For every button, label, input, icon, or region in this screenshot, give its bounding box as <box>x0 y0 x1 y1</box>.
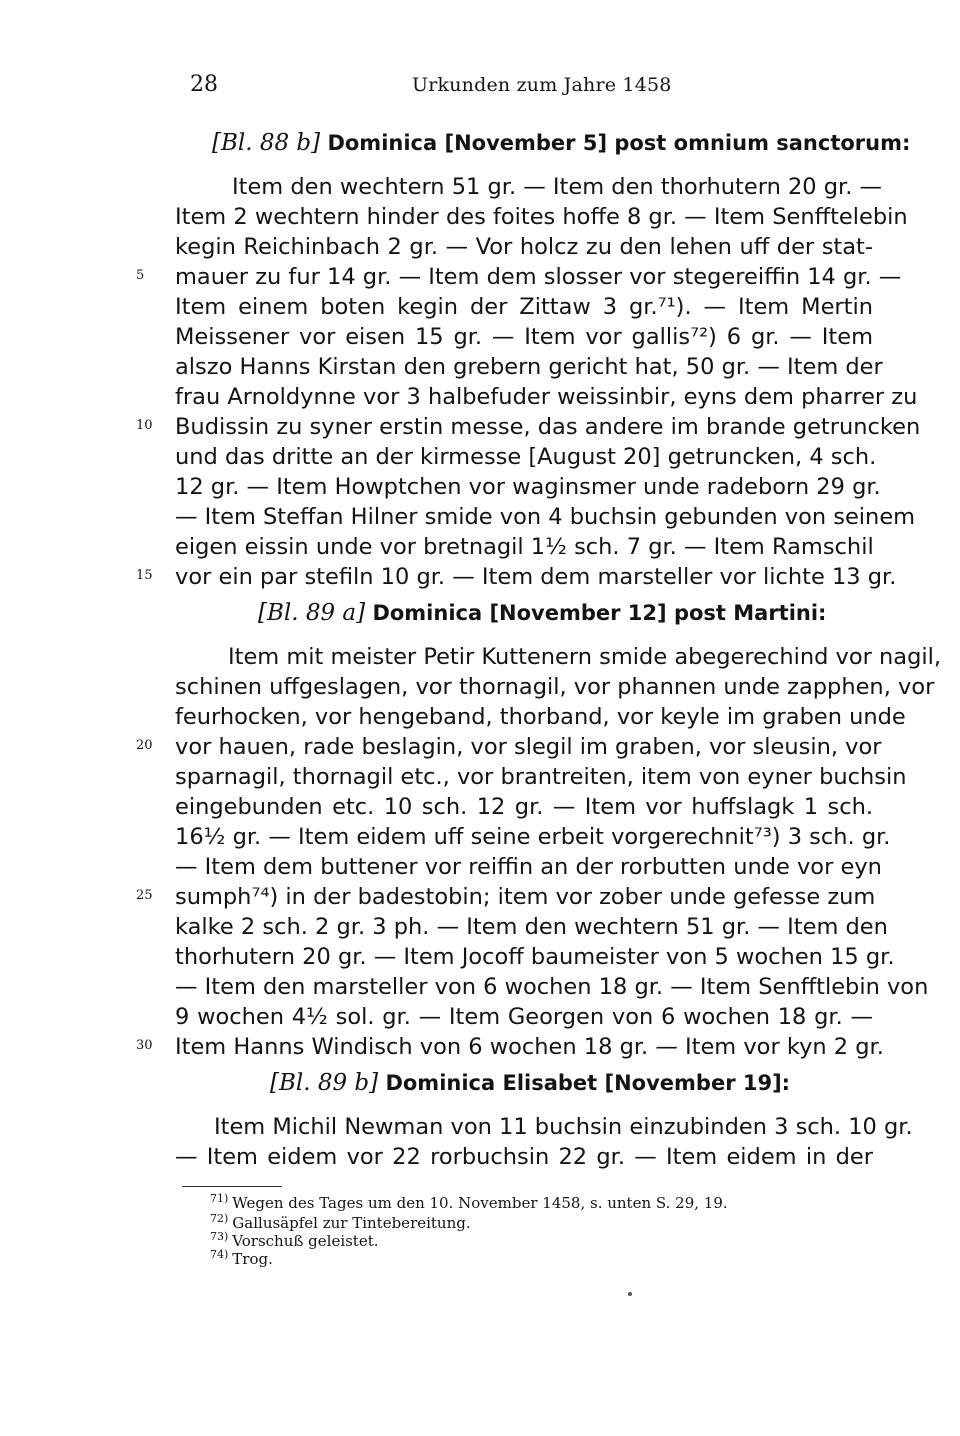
footnote-mark: 71) <box>210 1192 229 1205</box>
text-line: 9 wochen 4½ sol. gr. — Item Georgen von 6 wochen 18 gr. — <box>175 1004 873 1030</box>
text-line: Item mit meister Petir Kuttenern smide abegerechind vor nagil, <box>228 644 942 670</box>
text-line: kegin Reichinbach 2 gr. — Vor holcz zu den lehen uff der stat- <box>175 234 873 260</box>
line-number: 25 <box>136 888 153 903</box>
text-line: — Item Steffan Hilner smide von 4 buchsin gebunden von seinem <box>175 504 916 530</box>
section-title: Dominica Elisabet [November 19]: <box>385 1071 791 1095</box>
text-line: frau Arnoldynne vor 3 halbefuder weissinbir, eyns dem pharrer zu <box>175 384 918 410</box>
page-header <box>190 72 880 112</box>
text-line: eigen eissin unde vor bretnagil 1½ sch. 7 gr. — Item Ramschil <box>175 534 874 560</box>
footnote-text: Vorschuß geleistet. <box>232 1232 379 1250</box>
text-line: — Item dem buttener vor reiffin an der rorbutten unde vor eyn <box>175 854 882 880</box>
footnote-mark: 72) <box>210 1212 229 1225</box>
text-line: feurhocken, vor hengeband, thorband, vor keyle im graben unde <box>175 704 906 730</box>
text-line: vor hauen, rade beslagin, vor slegil im graben, vor sleusin, vor <box>175 734 882 760</box>
footnote-mark: 73) <box>210 1230 229 1243</box>
line-number: 20 <box>136 738 153 753</box>
text-line: sparnagil, thornagil etc., vor brantreiten, item von eyner buchsin <box>175 764 907 790</box>
section-title: Dominica [November 12] post Martini: <box>372 601 827 625</box>
footnote-rule <box>182 1186 282 1187</box>
footnote-text: Gallusäpfel zur Tintebereitung. <box>232 1214 471 1232</box>
line-number: 15 <box>136 568 153 583</box>
print-speck <box>628 1292 632 1296</box>
folio-reference: [Bl. 89 a] <box>258 600 366 626</box>
text-line: Item den wechtern 51 gr. — Item den thorhutern 20 gr. — <box>232 174 883 200</box>
section-heading <box>258 600 826 626</box>
text-line: 12 gr. — Item Howptchen vor waginsmer unde radeborn 29 gr. <box>175 474 881 500</box>
section-heading <box>212 130 910 156</box>
text-line: Item 2 wechtern hinder des foites hoffe 8 gr. — Item Senfftelebin <box>175 204 908 230</box>
footnote <box>210 1212 471 1232</box>
text-line: Budissin zu syner erstin messe, das andere im brande getruncken <box>175 414 921 440</box>
footnote <box>210 1230 379 1250</box>
footnote-text: Trog. <box>232 1250 273 1268</box>
text-line: 16½ gr. — Item eidem uff seine erbeit vorgerechnit⁷³) 3 sch. gr. <box>175 824 891 850</box>
text-line: — Item eidem vor 22 rorbuchsin 22 gr. — Item eidem in der <box>175 1144 873 1170</box>
text-line: kalke 2 sch. 2 gr. 3 ph. — Item den wechtern 51 gr. — Item den <box>175 914 888 940</box>
section-title: Dominica [November 5] post omnium sanctorum: <box>327 131 911 155</box>
line-number: 5 <box>136 268 145 283</box>
text-line: und das dritte an der kirmesse [August 20] getruncken, 4 sch. <box>175 444 877 470</box>
footnote <box>210 1248 273 1268</box>
footnote-mark: 74) <box>210 1248 229 1261</box>
text-line: mauer zu fur 14 gr. — Item dem slosser vor stegereiffin 14 gr. — <box>175 264 902 290</box>
text-line: Item Hanns Windisch von 6 wochen 18 gr. — Item vor kyn 2 gr. <box>175 1034 884 1060</box>
text-line: Item Michil Newman von 11 buchsin einzubinden 3 sch. 10 gr. <box>214 1114 913 1140</box>
section-heading <box>270 1070 790 1096</box>
text-line: Item einem boten kegin der Zittaw 3 gr.⁷¹). — Item Mertin <box>175 294 873 320</box>
folio-reference: [Bl. 88 b] <box>212 130 321 156</box>
text-line: Meissener vor eisen 15 gr. — Item vor gallis⁷²) 6 gr. — Item <box>175 324 873 350</box>
text-line: alszo Hanns Kirstan den grebern gericht hat, 50 gr. — Item der <box>175 354 883 380</box>
text-line: sumph⁷⁴) in der badestobin; item vor zober unde gefesse zum <box>175 884 876 910</box>
text-line: schinen uffgeslagen, vor thornagil, vor phannen unde zapphen, vor <box>175 674 935 700</box>
footnote <box>210 1192 728 1212</box>
page-number: 28 <box>190 72 218 97</box>
text-line: eingebunden etc. 10 sch. 12 gr. — Item vor huffslagk 1 sch. <box>175 794 873 820</box>
line-number: 10 <box>136 418 153 433</box>
line-number: 30 <box>136 1038 153 1053</box>
text-line: vor ein par stefiln 10 gr. — Item dem marsteller vor lichte 13 gr. <box>175 564 897 590</box>
running-head: Urkunden zum Jahre 1458 <box>412 74 672 96</box>
folio-reference: [Bl. 89 b] <box>270 1070 379 1096</box>
text-line: — Item den marsteller von 6 wochen 18 gr. — Item Senfftlebin von <box>175 974 929 1000</box>
footnote-text: Wegen des Tages um den 10. November 1458, s. unten S. 29, 19. <box>232 1194 728 1212</box>
text-line: thorhutern 20 gr. — Item Jocoff baumeister von 5 wochen 15 gr. <box>175 944 895 970</box>
